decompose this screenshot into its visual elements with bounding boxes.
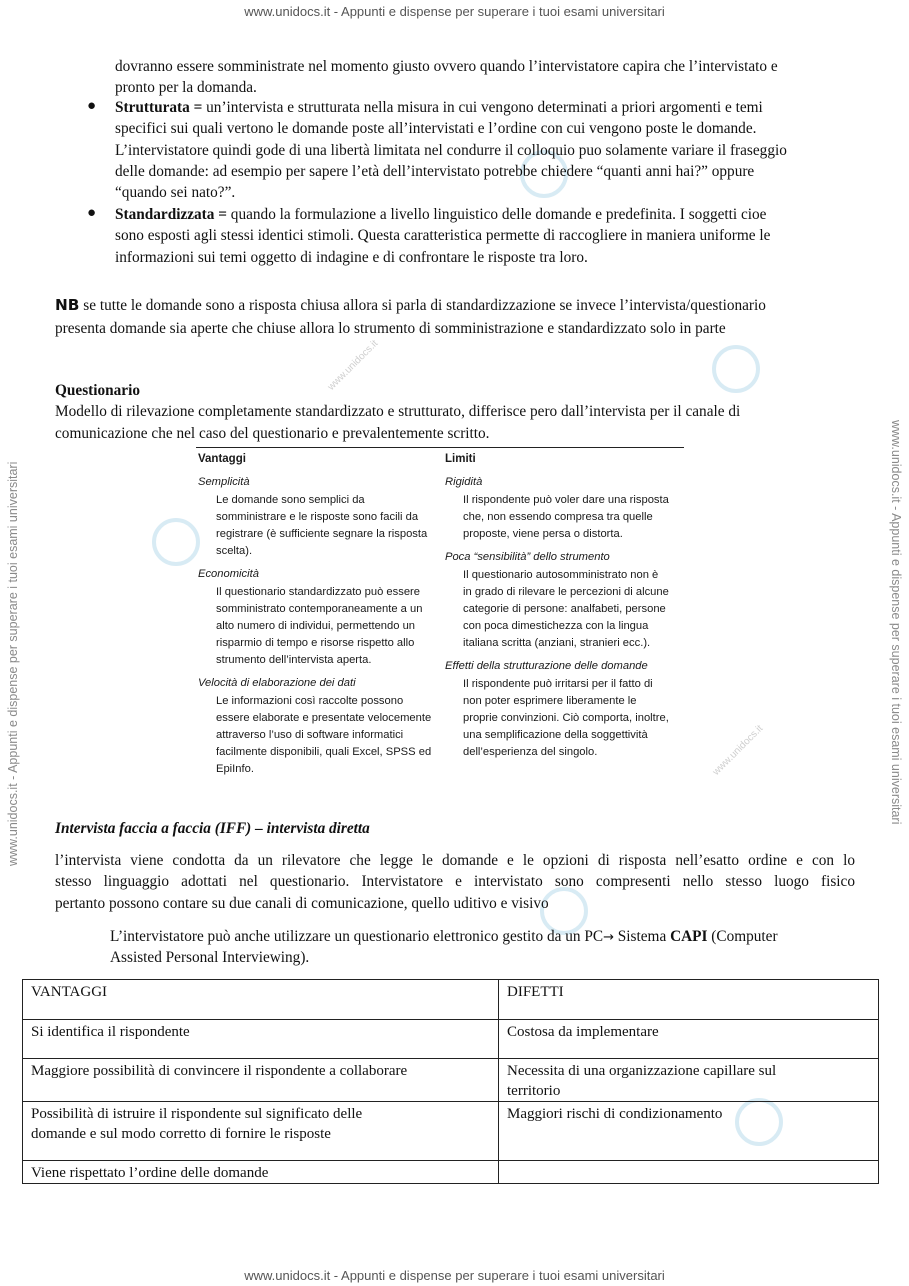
capi-term: CAPI xyxy=(670,928,708,945)
intro-line-2: pronto per la domanda. xyxy=(115,79,257,96)
nb-line-1 xyxy=(55,295,766,316)
limiti-column xyxy=(445,453,683,767)
limite-description: Il questionario autosomministrato non è in grado di rilevare le percezioni di alcune categorie di persone: analfabeti, persone con poca dimestichezza con la lingua italiana scritta (anziani, stranieri ecc.). xyxy=(463,569,669,649)
item-line: specifici sui quali vertono le domande poste all’intervistati e l’ordine con cui vengono poste le domande. xyxy=(115,120,757,138)
limite-description: Il rispondente può voler dare una risposta che, non essendo compresa tra quelle proposte, viene persa o distorta. xyxy=(463,494,669,540)
watermark-diagonal: www.unidocs.it xyxy=(325,338,381,393)
watermark-left: www.unidocs.it - Appunti e dispense per superare i tuoi esami universitari xyxy=(6,461,20,866)
item-line: sono esposti agli stessi identici stimoli. Questa caratteristica permette di raccogliere in maniera uniforme le xyxy=(115,227,771,245)
table-header-difetti: DIFETTI xyxy=(499,980,879,1020)
watermark-top: www.unidocs.it - Appunti e dispense per superare i tuoi esami universitari xyxy=(244,4,665,19)
arrow-icon: → xyxy=(603,930,614,945)
watermark-bottom: www.unidocs.it - Appunti e dispense per superare i tuoi esami universitari xyxy=(244,1268,665,1283)
limiti-header: Limiti xyxy=(445,453,476,465)
nb-line-2: presenta domande sia aperte che chiuse allora lo strumento di somministrazione e standardizzato solo in parte xyxy=(55,320,726,337)
item-line: informazioni sui temi oggetto di indagine e di confrontare le risposte tra loro. xyxy=(115,248,588,266)
vantaggio-description: Le domande sono semplici da somministrare e le risposte sono facili da registrare (è sufficiente segnare la risposta scelta). xyxy=(216,494,428,557)
watermark-diagonal: www.unidocs.it xyxy=(710,723,766,778)
table-header-vantaggi: VANTAGGI xyxy=(23,980,499,1020)
item-line: “quando sei nato?”. xyxy=(115,184,236,202)
intro-line-1: dovranno essere somministrate nel momento giusto ovvero quando l’intervistatore capira che l’intervistato e xyxy=(115,58,778,75)
questionario-line-1: Modello di rilevazione completamente standardizzato e strutturato, differisce pero dall’intervista per il canale di xyxy=(55,403,741,420)
nb-text: se tutte le domande sono a risposta chiusa allora si parla di standardizzazione se invece l’intervista/questionario xyxy=(79,297,766,314)
watermark-logo-icon xyxy=(712,345,760,393)
vantaggi-difetti-table xyxy=(22,979,879,1184)
bullet-icon: ● xyxy=(87,205,97,221)
item-line: delle domande: ad esempio per sapere l’età dell’intervistato potrebbe chiedere “quanti anni hai?” oppure xyxy=(115,162,755,180)
table-top-rule xyxy=(196,447,684,448)
iff-paragraph xyxy=(55,850,855,914)
table-cell: Viene rispettato l’ordine delle domande xyxy=(23,1161,499,1184)
capi-line-1: L’intervistatore può anche utilizzare un questionario elettronico gestito da un PC→ Sistema CAPI (Computer xyxy=(110,928,778,945)
table-row xyxy=(23,1102,879,1161)
table-header-row xyxy=(23,980,879,1020)
limite-title: Poca “sensibilità” dello strumento xyxy=(445,551,610,563)
vantaggio-title: Velocità di elaborazione dei dati xyxy=(198,677,356,689)
vantaggio-description: Le informazioni così raccolte possono essere elaborate e presentate velocemente attraverso l’uso di software informatici facilmente disponibili, quali Excel, SPSS ed EpiInfo. xyxy=(216,695,432,775)
section-title-questionario: Questionario xyxy=(55,382,140,399)
list-item-strutturata xyxy=(115,97,860,203)
questionario-line-2: comunicazione che nel caso del questionario e prevalentemente scritto. xyxy=(55,425,490,442)
watermark-right: www.unidocs.it - Appunti e dispense per superare i tuoi esami universitari xyxy=(889,420,903,825)
item-line: un’intervista e strutturata nella misura in cui vengono determinati a priori argomenti e temi xyxy=(202,99,763,116)
vantaggio-title: Semplicità xyxy=(198,476,250,488)
term-standardizzata: Standardizzata = xyxy=(115,206,227,223)
table-cell: Maggiore possibilità di convincere il rispondente a collaborare xyxy=(23,1059,499,1102)
table-row xyxy=(23,1020,879,1059)
term-strutturata: Strutturata = xyxy=(115,99,203,116)
bullet-icon: ● xyxy=(87,98,97,114)
vantaggio-title: Economicità xyxy=(198,568,259,580)
table-cell: Si identifica il rispondente xyxy=(23,1020,499,1059)
iff-line: pertanto possono contare su due canali di comunicazione, quello uditivo e visivo xyxy=(55,894,549,912)
vantaggi-limiti-table xyxy=(196,447,684,777)
item-line: quando la formulazione a livello linguistico delle domande e predefinita. I soggetti cioe xyxy=(226,206,767,223)
table-row xyxy=(23,1059,879,1102)
list-item-standardizzata xyxy=(115,204,860,268)
capi-line-2: Assisted Personal Interviewing). xyxy=(110,949,310,966)
limite-title: Rigidità xyxy=(445,476,483,488)
iff-line: stesso linguaggio adottati nel questionario. Intervistatore e intervistato sono compresenti nello stesso luogo fisico xyxy=(55,873,855,891)
vantaggi-header: Vantaggi xyxy=(198,453,246,465)
limite-description: Il rispondente può irritarsi per il fatto di non poter esprimere liberamente le proprie convinzioni. Ciò comporta, inoltre, una semplificazione della soggettività dell’esperienza del singolo. xyxy=(463,678,669,758)
vantaggi-column xyxy=(198,453,438,784)
table-cell xyxy=(499,1161,879,1184)
table-cell: Necessita di una organizzazione capillare sul territorio xyxy=(499,1059,879,1102)
table-row xyxy=(23,1161,879,1184)
section-title-iff: Intervista faccia a faccia (IFF) – intervista diretta xyxy=(55,820,370,837)
table-cell: Maggiori rischi di condizionamento xyxy=(499,1102,879,1161)
vantaggio-description: Il questionario standardizzato può essere somministrato contemporaneamente a un alto numero di individui, permettendo un risparmio di tempo e risorse rispetto allo strumento dell’intervista aperta. xyxy=(216,586,423,666)
table-cell: Possibilità di istruire il rispondente sul significato delle domande e sul modo corretto di fornire le risposte xyxy=(23,1102,499,1161)
nb-label: NB xyxy=(55,296,80,314)
item-line: L’intervistatore quindi gode di una libertà limitata nel condurre il colloquio puo solamente variare il fraseggio xyxy=(115,141,787,159)
table-cell: Costosa da implementare xyxy=(499,1020,879,1059)
watermark-logo-icon xyxy=(152,518,200,566)
limite-title: Effetti della strutturazione delle domande xyxy=(445,660,648,672)
iff-line: l’intervista viene condotta da un rilevatore che legge le domande e le opzioni di risposta nell’esatto ordine e con lo xyxy=(55,852,855,869)
